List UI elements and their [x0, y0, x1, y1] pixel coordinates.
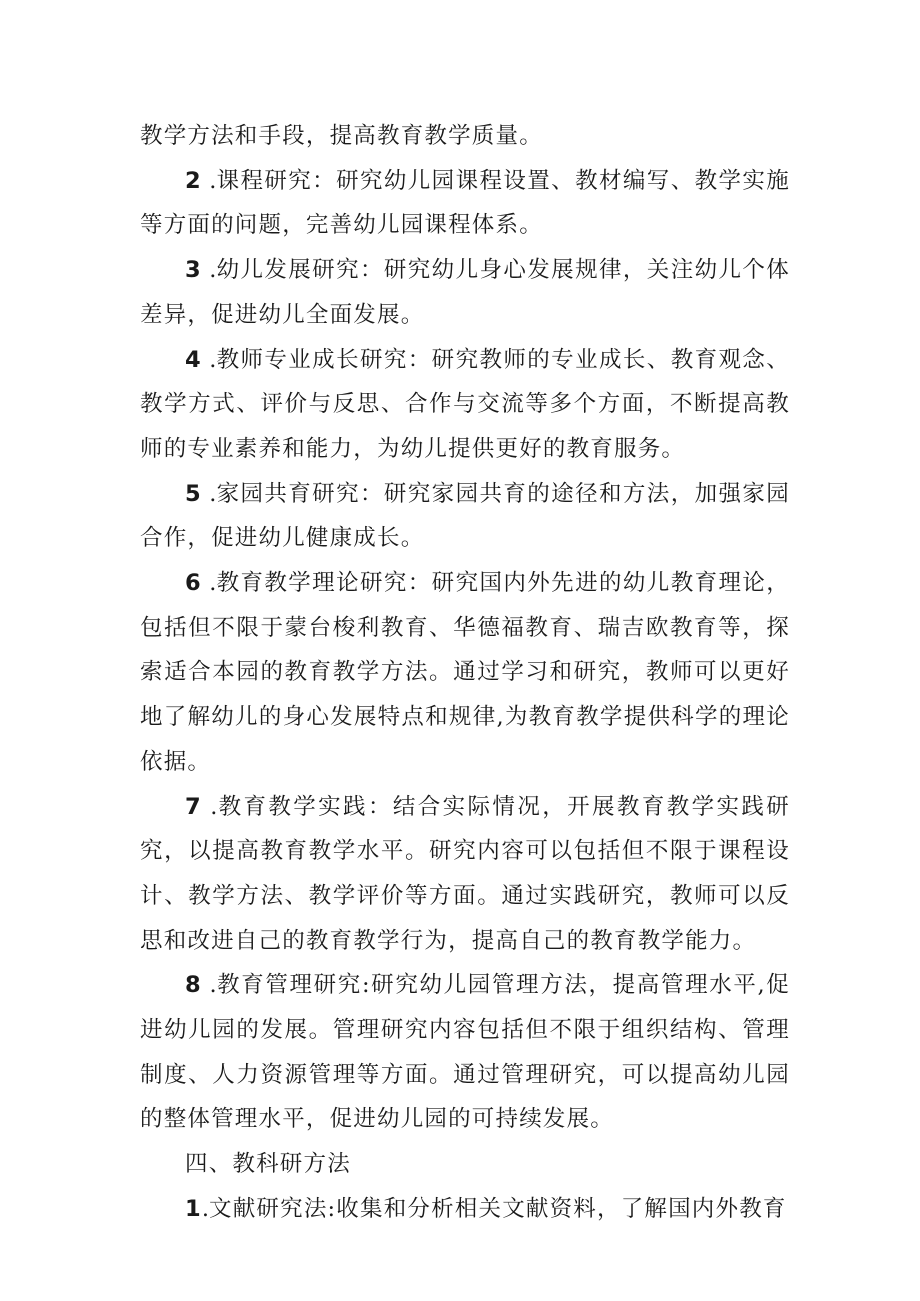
item-text: 教育管理研究:研究幼儿园管理方法，提高管理水平,促进幼儿园的发展。管理研究内容包括但不限于组织结构、管理制度、人力资源管理等方面。通过管理研究，可以提高幼儿园的整体管理水平，促进幼儿园的可持续发展。 [140, 972, 791, 1133]
document-body [140, 114, 790, 1232]
list-item-8 [140, 963, 790, 1142]
item-number: 4 [185, 346, 202, 373]
list-item-6 [140, 561, 790, 785]
item-separator: . [201, 257, 217, 284]
item-number: 2 [185, 167, 202, 194]
item-separator: . [201, 972, 217, 999]
item-separator: . [201, 793, 218, 820]
item-separator: . [201, 167, 217, 194]
item-number: 8 [185, 972, 202, 999]
list-item-3 [140, 248, 790, 337]
item-text: 文献研究法:收集和分析相关文献资料，了解国内外教育 [209, 1195, 787, 1222]
item-text: 课程研究：研究幼儿园课程设置、教材编写、教学实施等方面的问题，完善幼儿园课程体系。 [140, 167, 790, 239]
item-number: 6 [185, 570, 202, 597]
item-number: 7 [185, 793, 202, 820]
item-text: 家园共育研究：研究家园共育的途径和方法，加强家园合作，促进幼儿健康成长。 [140, 480, 790, 552]
section-heading: 四、教科研方法 [185, 1151, 351, 1178]
item-number: 3 [185, 257, 202, 284]
item-number: 1 [185, 1195, 202, 1222]
item-separator: . [201, 480, 217, 507]
item-separator: . [201, 1195, 210, 1222]
item-text: 教师专业成长研究：研究教师的专业成长、教育观念、教学方式、评价与反思、合作与交流等多个方面，不断提高教师的专业素养和能力，为幼儿提供更好的教育服务。 [140, 346, 790, 462]
paragraph-intro-tail: 教学方法和手段，提高教育教学质量。 [140, 123, 543, 149]
item-separator: . [201, 346, 217, 373]
list-item-4 [140, 338, 790, 472]
item-separator: . [201, 570, 217, 597]
list-item-2 [140, 159, 790, 248]
list-item-7 [140, 785, 790, 964]
item-text: 教育教学实践：结合实际情况，开展教育教学实践研究，以提高教育教学水平。研究内容可以包括但不限于课程设计、教学方法、教学评价等方面。通过实践研究，教师可以反思和改进自己的教育教学行为，提高自己的教育教学能力。 [140, 793, 790, 954]
item-text: 教育教学理论研究：研究国内外先进的幼儿教育理论，包括但不限于蒙台梭利教育、华德福教育、瑞吉欧教育等，探索适合本园的教育教学方法。通过学习和研究，教师可以更好地了解幼儿的身心发展特点和规律,为教育教学提供科学的理论依据。 [140, 570, 790, 775]
method-item-1 [140, 1187, 790, 1232]
list-item-5 [140, 472, 790, 561]
item-number: 5 [185, 480, 202, 507]
item-text: 幼儿发展研究：研究幼儿身心发展规律，关注幼儿个体差异，促进幼儿全面发展。 [140, 257, 790, 328]
